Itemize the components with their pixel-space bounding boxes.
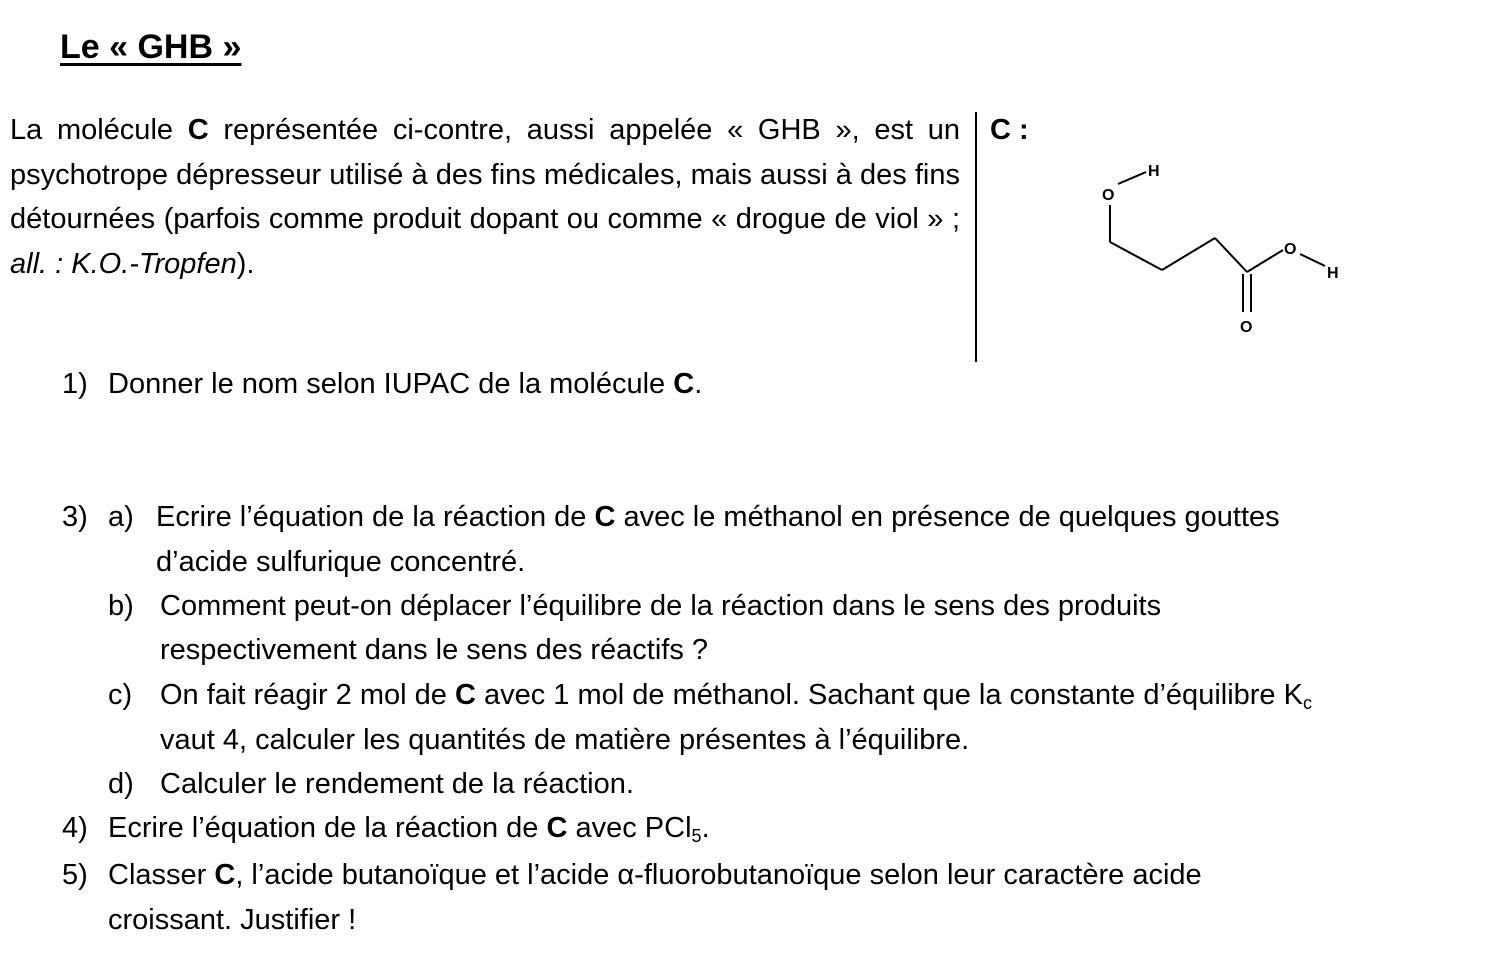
question-3-number: 3) xyxy=(62,501,88,533)
question-5-line-2: croissant. Justifier ! xyxy=(108,904,357,936)
question-3a-line-1: Ecrire l’équation de la réaction de C avec le méthanol en présence de quelques gouttes xyxy=(156,501,1280,533)
question-4-number: 4) xyxy=(62,812,88,844)
question-3c-line-2: vaut 4, calculer les quantités de matière présentes à l’équilibre. xyxy=(160,724,970,756)
question-3c-line-1: On fait réagir 2 mol de C avec 1 mol de méthanol. Sachant que la constante d’équilibre $K_c$ xyxy=(160,679,1312,713)
intro-text-3: ). xyxy=(236,247,255,280)
question-3a-number: a) xyxy=(108,501,134,533)
question-3c-number: c) xyxy=(108,679,133,711)
question-5-line-1: Classer C, l’acide butanoïque et l’acide α-fluorobutanoïque selon leur caractère acide xyxy=(108,859,1202,891)
question-1-number: 1) xyxy=(62,368,88,400)
page-title: Le « GHB » xyxy=(60,28,242,66)
intro-text-1: La molécule xyxy=(10,114,188,146)
atom-h-top: H xyxy=(1148,163,1160,180)
ghb-structure-diagram xyxy=(1080,150,1370,350)
question-3b-line-2: respectivement dans le sens des réactifs ? xyxy=(160,634,709,666)
molecule-ref: C xyxy=(187,114,209,146)
question-3b-number: b) xyxy=(108,590,134,622)
question-3d-number: d) xyxy=(108,768,134,800)
atom-h-right: H xyxy=(1327,265,1339,282)
intro-paragraph xyxy=(10,108,960,286)
intro-italic: all. : K.O.-Tropfen xyxy=(10,247,237,280)
question-5-number: 5) xyxy=(62,859,88,891)
bond-o-h-top xyxy=(1118,172,1146,184)
bond-c3-c4 xyxy=(1215,238,1247,272)
question-1-text: Donner le nom selon IUPAC de la molécule C. xyxy=(108,368,703,400)
question-3a-line-2: d’acide sulfurique concentré. xyxy=(156,546,526,578)
question-3b-line-1: Comment peut-on déplacer l’équilibre de la réaction dans le sens des produits xyxy=(160,590,1162,622)
molecule-label: C : xyxy=(990,114,1029,146)
bond-c1-c2 xyxy=(1110,242,1162,270)
atom-o-bottom: O xyxy=(1240,319,1253,336)
intro-text-2: représentée ci-contre, aussi appelée « GHB », est un psychotrope dépresseur utilisé à des fins médicales, mais aussi à des fins détournées (parfois comme produit dopant ou comme « drogue de viol » ; xyxy=(10,114,960,235)
bond-o-h-right xyxy=(1300,254,1325,266)
bond-c4-oh xyxy=(1247,250,1283,272)
divider-line xyxy=(975,112,977,362)
question-3d-text: Calculer le rendement de la réaction. xyxy=(160,768,634,800)
atom-o-right: O xyxy=(1284,241,1297,258)
question-4-text: Ecrire l’équation de la réaction de C avec PCl$_5$. xyxy=(108,812,710,846)
bond-c2-c3 xyxy=(1162,238,1215,270)
atom-o-top: O xyxy=(1102,187,1115,204)
